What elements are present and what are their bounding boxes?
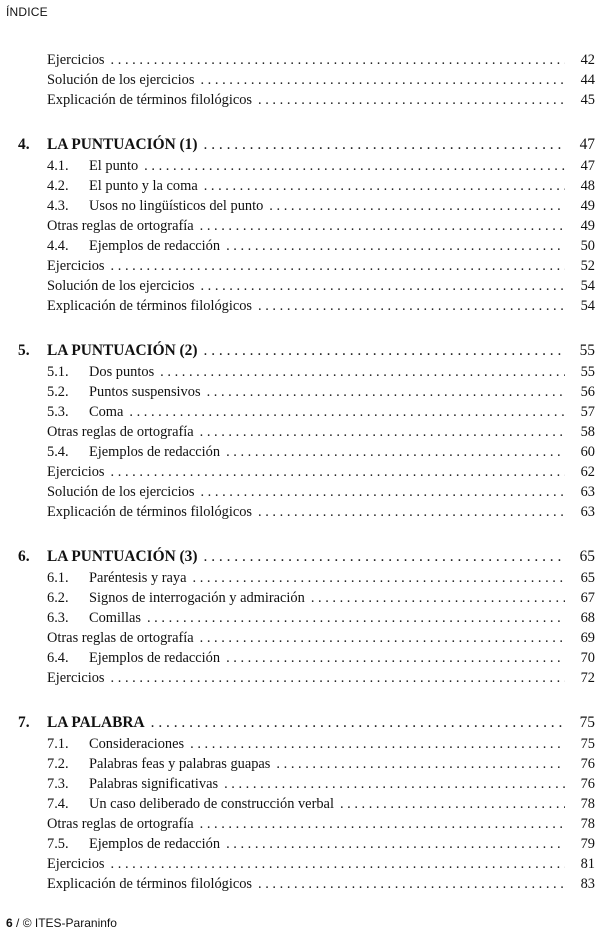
section-number: 7.1. (47, 736, 69, 752)
entry-title: Explicación de términos filológicos (47, 298, 253, 314)
page-number: 70 (580, 650, 595, 666)
entry-title: Ejemplos de redacción (89, 238, 221, 254)
chapter-number: 6. (18, 548, 30, 565)
section-number: 7.5. (47, 836, 69, 852)
section-number: 7.3. (47, 776, 69, 792)
group-spacer (18, 522, 595, 546)
section-number: 6.1. (47, 570, 69, 586)
page-number: 48 (580, 178, 595, 194)
dot-leader (258, 502, 565, 522)
page-number: 45 (580, 92, 595, 108)
dot-leader (111, 462, 565, 482)
dot-leader (226, 236, 565, 256)
page-number: 55 (579, 342, 595, 359)
page-number: 52 (580, 258, 595, 274)
dot-leader (151, 712, 565, 734)
page-number: 78 (580, 796, 595, 812)
page-number: 65 (580, 570, 595, 586)
entry-title: Otras reglas de ortografía (47, 218, 194, 234)
section-number: 4.1. (47, 158, 69, 174)
chapter-title: LA PUNTUACIÓN (3) (47, 548, 198, 565)
dot-leader (111, 668, 565, 688)
toc-entry-row (18, 668, 595, 688)
entry-title: Consideraciones (89, 736, 185, 752)
toc-entry-row (18, 196, 595, 216)
page-number: 76 (580, 756, 595, 772)
page-number: 50 (580, 238, 595, 254)
page-number: 56 (580, 384, 595, 400)
toc-entry-row (18, 462, 595, 482)
section-number: 4.2. (47, 178, 69, 194)
section-number: 7.4. (47, 796, 69, 812)
page-number: 69 (580, 630, 595, 646)
entry-title: Solución de los ejercicios (47, 278, 195, 294)
dot-leader (258, 296, 565, 316)
page-number: 49 (580, 198, 595, 214)
toc-entry-row (18, 236, 595, 256)
entry-title: Ejemplos de redacción (89, 836, 221, 852)
section-number: 6.3. (47, 610, 69, 626)
page-number: 47 (579, 136, 595, 153)
dot-leader (269, 196, 565, 216)
page-number: 60 (580, 444, 595, 460)
entry-title: El punto (89, 158, 139, 174)
dot-leader (226, 834, 565, 854)
toc-entry-row (18, 814, 595, 834)
toc-entry-row (18, 588, 595, 608)
page-number: 49 (580, 218, 595, 234)
dot-leader (200, 276, 565, 296)
entry-title: Explicación de términos filológicos (47, 92, 253, 108)
chapter-number: 4. (18, 136, 30, 153)
toc-entry-row (18, 774, 595, 794)
page-number: 75 (579, 714, 595, 731)
toc-entry-row (18, 502, 595, 522)
chapter-title: LA PUNTUACIÓN (1) (47, 136, 198, 153)
entry-title: Solución de los ejercicios (47, 484, 195, 500)
dot-leader (258, 874, 565, 894)
entry-title: Otras reglas de ortografía (47, 630, 194, 646)
toc-entry-row (18, 648, 595, 668)
toc-entry-row (18, 70, 595, 90)
dot-leader (204, 134, 566, 156)
toc-entry-row (18, 568, 595, 588)
entry-title: Palabras significativas (89, 776, 219, 792)
dot-leader (276, 754, 565, 774)
chapter-number: 5. (18, 342, 30, 359)
toc-chapter-row (18, 134, 595, 156)
entry-title: Otras reglas de ortografía (47, 816, 194, 832)
entry-title: Palabras feas y palabras guapas (89, 756, 271, 772)
entry-title: Solución de los ejercicios (47, 72, 195, 88)
dot-leader (129, 402, 565, 422)
page-number: 67 (580, 590, 595, 606)
entry-title: Ejercicios (47, 856, 105, 872)
page-number: 72 (580, 670, 595, 686)
entry-title: Ejercicios (47, 258, 105, 274)
entry-title: El punto y la coma (89, 178, 198, 194)
page-number: 81 (580, 856, 595, 872)
entry-title: Coma (89, 404, 124, 420)
entry-title: Ejercicios (47, 670, 105, 686)
dot-leader (200, 482, 565, 502)
page-number: 75 (580, 736, 595, 752)
entry-title: Ejercicios (47, 464, 105, 480)
dot-leader (204, 546, 566, 568)
toc-entry-row (18, 794, 595, 814)
dot-leader (147, 608, 565, 628)
dot-leader (204, 176, 565, 196)
chapter-title: LA PUNTUACIÓN (2) (47, 342, 198, 359)
table-of-contents (18, 50, 595, 894)
dot-leader (193, 568, 565, 588)
dot-leader (340, 794, 565, 814)
toc-entry-row (18, 402, 595, 422)
group-spacer (18, 316, 595, 340)
footer-page-number: 6 (6, 916, 13, 930)
entry-title: Un caso deliberado de construcción verbal (89, 796, 334, 812)
page-number: 79 (580, 836, 595, 852)
toc-entry-row (18, 50, 595, 70)
dot-leader (226, 648, 565, 668)
page-number: 42 (580, 52, 595, 68)
section-number: 4.4. (47, 238, 69, 254)
group-spacer (18, 688, 595, 712)
dot-leader (144, 156, 565, 176)
toc-entry-row (18, 442, 595, 462)
toc-chapter-row (18, 340, 595, 362)
dot-leader (200, 422, 565, 442)
entry-title: Ejercicios (47, 52, 105, 68)
toc-entry-row (18, 874, 595, 894)
section-number: 5.1. (47, 364, 69, 380)
page-number: 47 (580, 158, 595, 174)
toc-entry-row (18, 422, 595, 442)
chapter-title: LA PALABRA (47, 714, 145, 731)
footer-credit: / © ITES-Paraninfo (16, 916, 117, 930)
entry-title: Explicación de términos filológicos (47, 504, 253, 520)
section-number: 4.3. (47, 198, 69, 214)
page-number: 57 (580, 404, 595, 420)
toc-entry-row (18, 754, 595, 774)
toc-entry-row (18, 256, 595, 276)
entry-title: Ejemplos de redacción (89, 444, 221, 460)
page-number: 76 (580, 776, 595, 792)
group-spacer (18, 110, 595, 134)
section-number: 6.2. (47, 590, 69, 606)
dot-leader (200, 814, 565, 834)
toc-entry-row (18, 628, 595, 648)
page-number: 55 (580, 364, 595, 380)
toc-chapter-row (18, 546, 595, 568)
entry-title: Dos puntos (89, 364, 155, 380)
page-number: 78 (580, 816, 595, 832)
toc-entry-row (18, 482, 595, 502)
dot-leader (111, 256, 565, 276)
page-footer (6, 916, 117, 930)
page-number: 54 (580, 278, 595, 294)
toc-entry-row (18, 854, 595, 874)
entry-title: Ejemplos de redacción (89, 650, 221, 666)
section-number: 6.4. (47, 650, 69, 666)
dot-leader (258, 90, 565, 110)
dot-leader (190, 734, 565, 754)
entry-title: Usos no lingüísticos del punto (89, 198, 264, 214)
toc-entry-row (18, 156, 595, 176)
toc-entry-row (18, 382, 595, 402)
chapter-number: 7. (18, 714, 30, 731)
page-number: 63 (580, 484, 595, 500)
entry-title: Puntos suspensivos (89, 384, 201, 400)
page-number: 62 (580, 464, 595, 480)
toc-entry-row (18, 834, 595, 854)
dot-leader (224, 774, 565, 794)
entry-title: Paréntesis y raya (89, 570, 187, 586)
entry-title: Otras reglas de ortografía (47, 424, 194, 440)
toc-entry-row (18, 734, 595, 754)
dot-leader (200, 216, 565, 236)
section-number: 7.2. (47, 756, 69, 772)
toc-entry-row (18, 276, 595, 296)
section-number: 5.2. (47, 384, 69, 400)
dot-leader (200, 628, 565, 648)
dot-leader (311, 588, 565, 608)
page-number: 54 (580, 298, 595, 314)
entry-title: Explicación de términos filológicos (47, 876, 253, 892)
page-header-title: ÍNDICE (6, 5, 48, 19)
entry-title: Signos de interrogación y admiración (89, 590, 305, 606)
toc-chapter-row (18, 712, 595, 734)
toc-entry-row (18, 296, 595, 316)
toc-entry-row (18, 90, 595, 110)
page-number: 44 (580, 72, 595, 88)
dot-leader (226, 442, 565, 462)
dot-leader (111, 50, 565, 70)
dot-leader (207, 382, 565, 402)
section-number: 5.3. (47, 404, 69, 420)
dot-leader (160, 362, 565, 382)
toc-entry-row (18, 216, 595, 236)
page-number: 83 (580, 876, 595, 892)
page-number: 58 (580, 424, 595, 440)
page-number: 65 (579, 548, 595, 565)
section-number: 5.4. (47, 444, 69, 460)
entry-title: Comillas (89, 610, 141, 626)
page-number: 63 (580, 504, 595, 520)
toc-entry-row (18, 608, 595, 628)
toc-entry-row (18, 176, 595, 196)
toc-entry-row (18, 362, 595, 382)
dot-leader (204, 340, 566, 362)
dot-leader (200, 70, 565, 90)
page-number: 68 (580, 610, 595, 626)
dot-leader (111, 854, 565, 874)
